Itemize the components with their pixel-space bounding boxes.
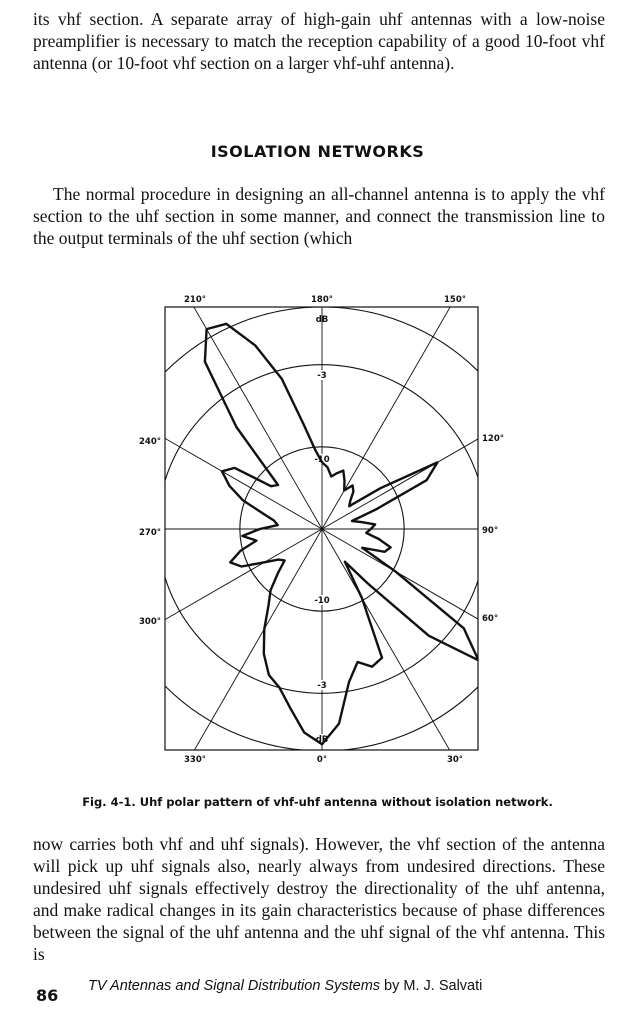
angle-label: 0° <box>316 755 328 765</box>
angle-label: 300° <box>139 617 161 627</box>
unit-label: dB <box>315 315 329 325</box>
angle-label: 90° <box>482 526 499 536</box>
paragraph-top: its vhf section. A separate array of high-gain uhf antennas with a low-noise preamplifier is necessary to match the reception capability of a good 10-foot vhf antenna (or 10-foot vhf section on a larger vhf-uhf antenna). <box>33 9 605 73</box>
ring-label: -10 <box>314 455 330 465</box>
ring-label: dB <box>315 735 329 745</box>
book-credit <box>88 978 482 994</box>
angle-label: 240° <box>139 437 161 447</box>
paragraph-bottom: now carries both vhf and uhf signals). However, the vhf section of the antenna will pick up uhf signals also, nearly always from undesired directions. These undesired uhf signals effectively destroy the directionality of the uhf antenna, and make radical changes in its gain characteristics because of phase differences between the signal of the uhf antenna and the uhf signal of the vhf antenna. This is <box>33 834 605 964</box>
credit-title: TV Antennas and Signal Distribution Systems <box>88 978 381 994</box>
angle-label: 120° <box>482 434 504 444</box>
section-heading: ISOLATION NETWORKS <box>210 142 425 161</box>
paragraph-middle: The normal procedure in designing an all-channel antenna is to apply the vhf section to the uhf section in some manner, and connect the transmission line to the output terminals of the uhf section (which <box>33 184 605 248</box>
ring-label: -10 <box>314 596 330 606</box>
polar-pattern-figure <box>0 290 635 770</box>
angle-label: 30° <box>446 755 464 765</box>
angle-label: 180° <box>311 295 333 305</box>
polar-chart <box>0 290 635 770</box>
angle-label: 210° <box>184 295 206 305</box>
credit-author: by M. J. Salvati <box>380 978 483 994</box>
page-number: 86 <box>36 986 59 1005</box>
angle-label: 60° <box>482 614 499 624</box>
angle-label: 150° <box>444 295 466 305</box>
ring-label: -3 <box>317 681 327 691</box>
ring-label: -3 <box>317 371 327 381</box>
angle-label: 270° <box>139 528 161 538</box>
figure-caption: Fig. 4-1. Uhf polar pattern of vhf-uhf antenna without isolation network. <box>82 795 553 809</box>
angle-label: 330° <box>184 755 206 765</box>
pattern-curve <box>205 324 479 745</box>
